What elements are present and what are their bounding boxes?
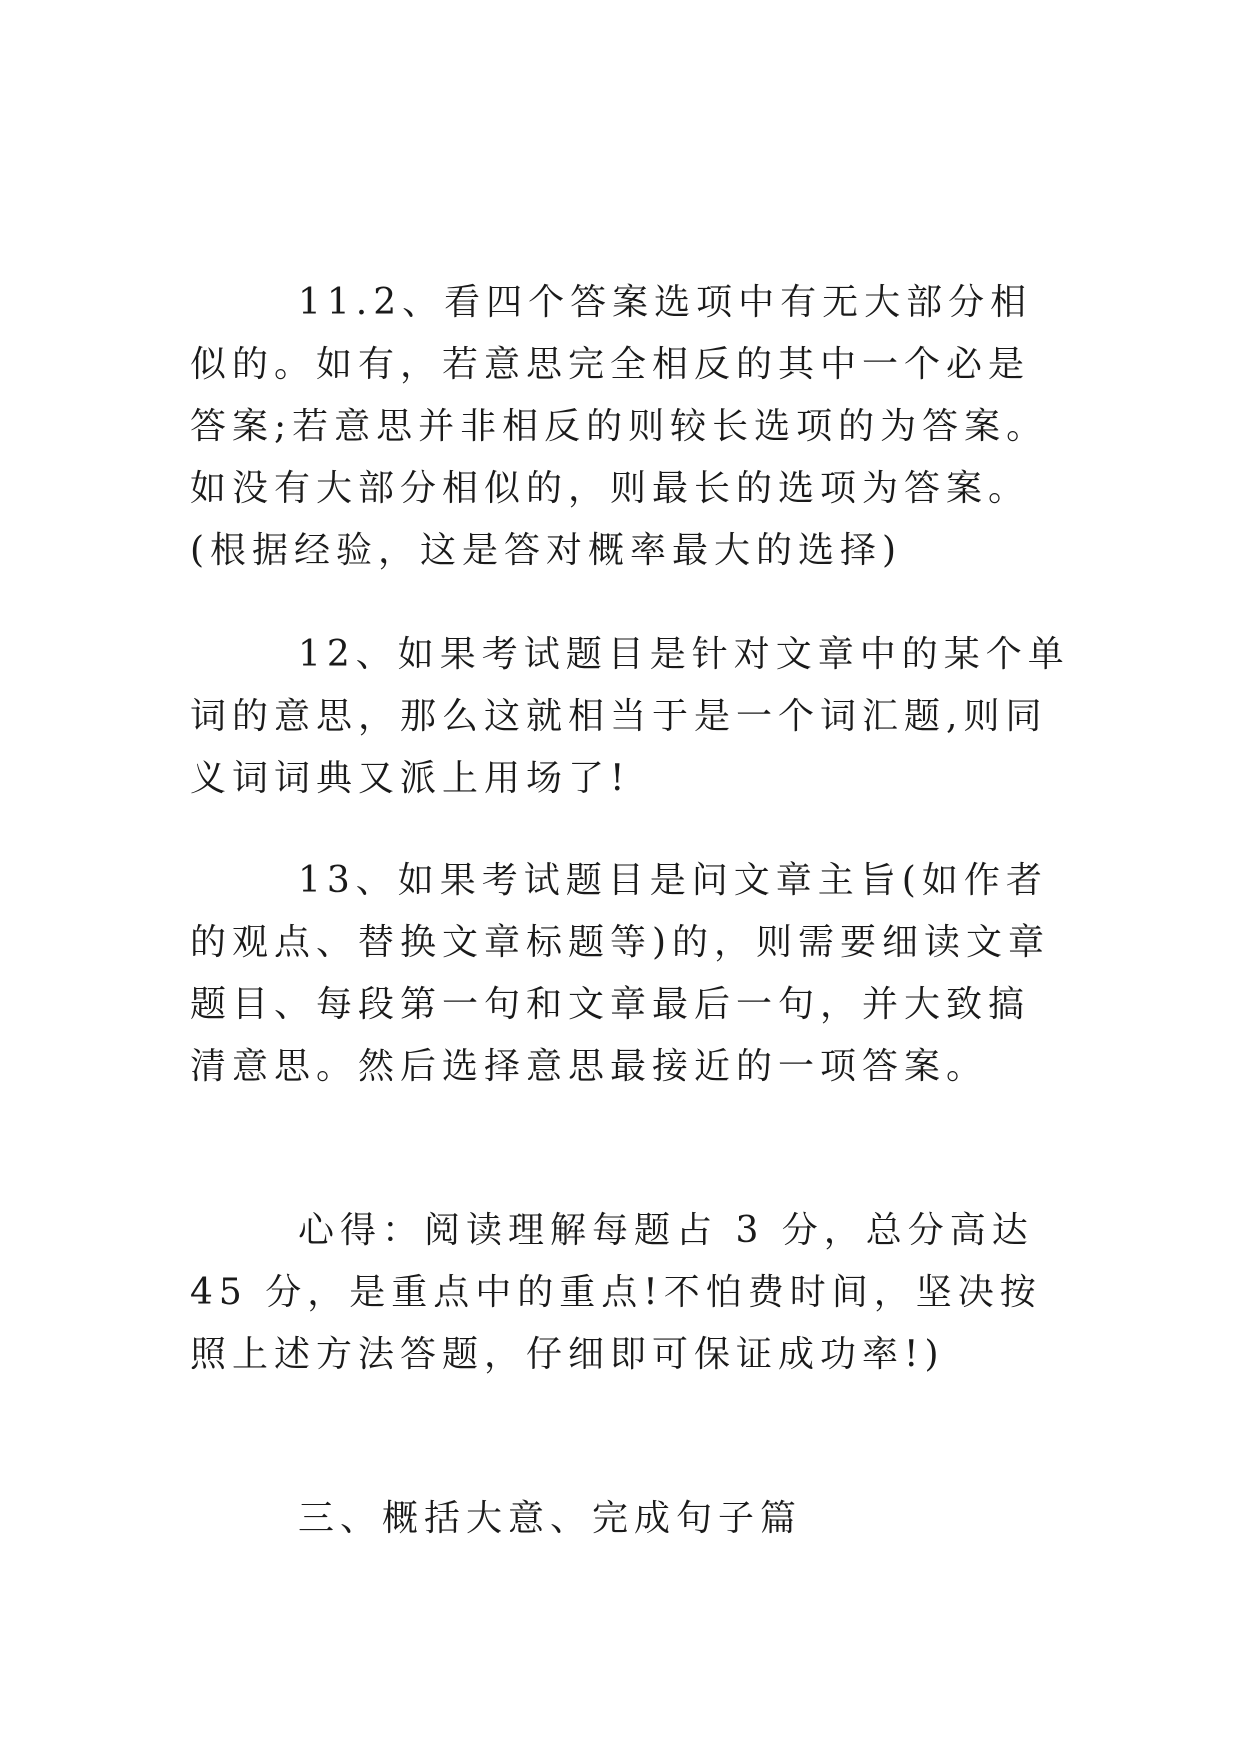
paragraph-tip-11-2: 11.2、看四个答案选项中有无大部分相似的。如有，若意思完全相反的其中一个必是答案;若意思并非相反的则较长选项的为答案。如没有大部分相似的，则最长的选项为答案。(根据经验，这是答对概率最大的选择) [190, 282, 1049, 571]
section-heading: 三、概括大意、完成句子篇 [298, 1498, 803, 1539]
paragraph-summary: 心得：阅读理解每题占 3 分，总分高达 45 分，是重点中的重点!不怕费时间，坚决按照上述方法答题，仔细即可保证成功率!) [190, 1210, 1042, 1375]
paragraph-tip-12: 12、如果考试题目是针对文章中的某个单词的意思，那么这就相当于是一个词汇题,则同义词词典又派上用场了! [190, 634, 1070, 799]
paragraph-tip-13: 13、如果考试题目是问文章主旨(如作者的观点、替换文章标题等)的，则需要细读文章题目、每段第一句和文章最后一句，并大致搞清意思。然后选择意思最接近的一项答案。 [190, 860, 1051, 1087]
